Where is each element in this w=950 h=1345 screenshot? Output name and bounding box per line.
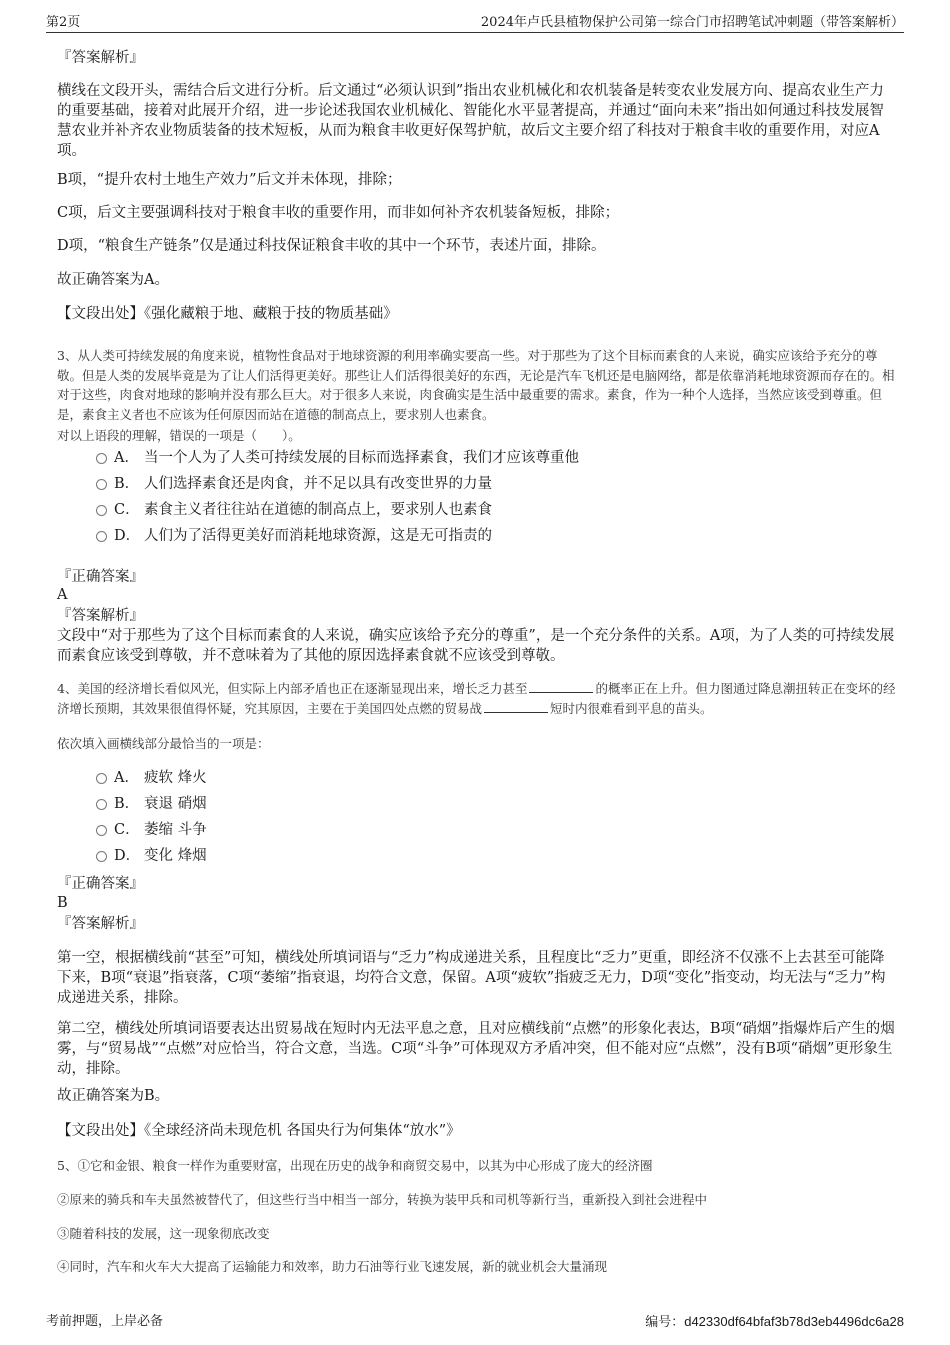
radio-icon[interactable] (96, 531, 107, 542)
q4-option-d[interactable]: D． 变化 烽烟 (96, 845, 876, 867)
q2-option-b-analysis: B项，“提升农村土地生产效力”后文并未体现，排除； (57, 172, 402, 188)
q4-option-b[interactable]: B． 衰退 硝烟 (96, 793, 876, 815)
page-number: 第2页 (46, 15, 81, 30)
q3-analysis: 文段中“对于那些为了这个目标而素食的人来说，确实应该给予充分的尊重”，是一个充分条件的关系。A项，为了人类的可持续发展而素食应该受到尊敬，并不意味着为了其他的原因选择素食就不应该受到尊敬。 (57, 628, 895, 664)
q4-option-a[interactable]: A． 疲软 烽火 (96, 767, 876, 789)
q3-option-c[interactable]: C． 素食主义者往往站在道德的制高点上，要求别人也素食 (96, 499, 876, 521)
q5-sentence-4: ④同时，汽车和火车大大提高了运输能力和效率，助力石油等行业飞速发展，新的就业机会大量涌现 (57, 1259, 608, 1274)
radio-icon[interactable] (96, 479, 107, 490)
q4-option-c[interactable]: C． 萎缩 斗争 (96, 819, 876, 841)
radio-icon[interactable] (96, 851, 107, 862)
q3-option-a[interactable]: A． 当一个人为了人类可持续发展的目标而选择素食，我们才应该尊重他 (96, 447, 876, 469)
q2-option-c-analysis: C项，后文主要强调科技对于粮食丰收的重要作用，而非如何补齐农机装备短板，排除； (57, 205, 620, 221)
q2-option-d-analysis: D项，“粮食生产链条”仅是通过科技保证粮食丰收的其中一个环节，表述片面，排除。 (57, 238, 606, 254)
q3-answer-label: 『正确答案』 (57, 569, 144, 585)
q3-analysis-label: 『答案解析』 (57, 608, 144, 624)
q4-answer: B (57, 895, 68, 911)
q4-analysis-para2: 第二空，横线处所填词语要表达出贸易战在短时内无法平息之意，且对应横线前“点燃”的形象化表达，B项“硝烟”指爆炸后产生的烟雾，与“贸易战”“点燃”对应恰当，符合文意，当选。C项“斗争”可体现双方矛盾冲突，但不能对应“点燃”，没有B项“硝烟”更形象生动，排除。 (57, 1021, 895, 1077)
q3-option-b[interactable]: B． 人们选择素食还是肉食，并不足以具有改变世界的力量 (96, 473, 876, 495)
radio-icon[interactable] (96, 773, 107, 784)
page-header (46, 12, 904, 33)
q3-option-d[interactable]: D． 人们为了活得更美好而消耗地球资源，这是无可指责的 (96, 525, 876, 547)
fill-blank-1 (529, 680, 593, 693)
radio-icon[interactable] (96, 799, 107, 810)
q2-conclusion: 故正确答案为A。 (57, 272, 169, 288)
radio-icon[interactable] (96, 505, 107, 516)
q5-sentence-2: ②原来的骑兵和车夫虽然被替代了，但这些行当中相当一部分，转换为装甲兵和司机等新行当，重新投入到社会进程中 (57, 1192, 708, 1207)
q4-stem: 4、美国的经济增长看似风光，但实际上内部矛盾也正在逐渐显现出来，增长乏力甚至 的概率正在上升。但力图通过降息潮扭转正在变坏的经济增长预期，其效果很值得怀疑，究其原因，主要在于美国四处点燃的贸易战 短时内很难看到平息的苗头。 (57, 681, 896, 716)
q5-sentence-3: ③随着科技的发展，这一现象彻底改变 (57, 1226, 270, 1241)
q3-question: 对以上语段的理解，错误的一项是（ ）。 (57, 428, 301, 443)
q2-source: 【文段出处】《强化藏粮于地、藏粮于技的物质基础》 (57, 306, 398, 322)
q4-answer-label: 『正确答案』 (57, 876, 144, 892)
radio-icon[interactable] (96, 825, 107, 836)
q4-source: 【文段出处】《全球经济尚未现危机 各国央行为何集体“放水”》 (57, 1123, 461, 1139)
q4-analysis-para1: 第一空，根据横线前“甚至”可知，横线处所填词语与“乏力”构成递进关系，且程度比“乏力”更重，即经济不仅涨不上去甚至可能降下来，B项“衰退”指衰落，C项“萎缩”指衰退，均符合文意，保留。A项“疲软”指疲乏无力，D项“变化”指变动，均无法与“乏力”构成递进关系，排除。 (57, 950, 886, 1006)
q5-sentence-1: 5、①它和金银、粮食一样作为重要财富，出现在历史的战争和商贸交易中，以其为中心形成了庞大的经济圈 (57, 1158, 653, 1173)
q4-conclusion: 故正确答案为B。 (57, 1088, 170, 1104)
q2-analysis-label: 『答案解析』 (57, 50, 144, 66)
fill-blank-2 (484, 700, 548, 713)
q3-stem: 3、从人类可持续发展的角度来说，植物性食品对于地球资源的利用率确实要高一些。对于那些为了这个目标而素食的人来说，确实应该给予充分的尊敬。但是人类的发展毕竟是为了让人们活得更美好。那些让人们活得很美好的东西，无论是汽车飞机还是电脑网络，都是依靠消耗地球资源而存在的。相对于这些，肉食对地球的影响并没有那么巨大。对于很多人来说，肉食确实是生活中最重要的需求。素食，作为一种个人选择，当然应该受到尊重。但是，素食主义者也不应该为任何原因而站在道德的制高点上，要求别人也素食。 (57, 348, 895, 422)
q4-analysis-label: 『答案解析』 (57, 916, 144, 932)
q4-question: 依次填入画横线部分最恰当的一项是： (57, 736, 270, 751)
q3-answer: A (57, 587, 68, 603)
footer-slogan: 考前押题，上岸必备 (46, 1314, 164, 1329)
q2-analysis-para: 横线在文段开头，需结合后文进行分析。后文通过“必须认识到”指出农业机械化和农机装备是转变农业发展方向、提高农业生产力的重要基础，接着对此展开介绍，进一步论述我国农业机械化、智能化水平显著提高，并通过“面向未来”指出如何通过科技发展智慧农业并补齐农业物质装备的技术短板，从而为粮食丰收更好保驾护航，故后文主要介绍了科技对于粮食丰收的重要作用，对应A项。 (57, 83, 884, 159)
footer-code: 编号：d42330df64bfaf3b78d3eb4496dc6a28 (645, 1314, 904, 1330)
document-title: 2024年卢氏县植物保护公司第一综合门市招聘笔试冲刺题（带答案解析） (480, 15, 904, 30)
radio-icon[interactable] (96, 453, 107, 464)
